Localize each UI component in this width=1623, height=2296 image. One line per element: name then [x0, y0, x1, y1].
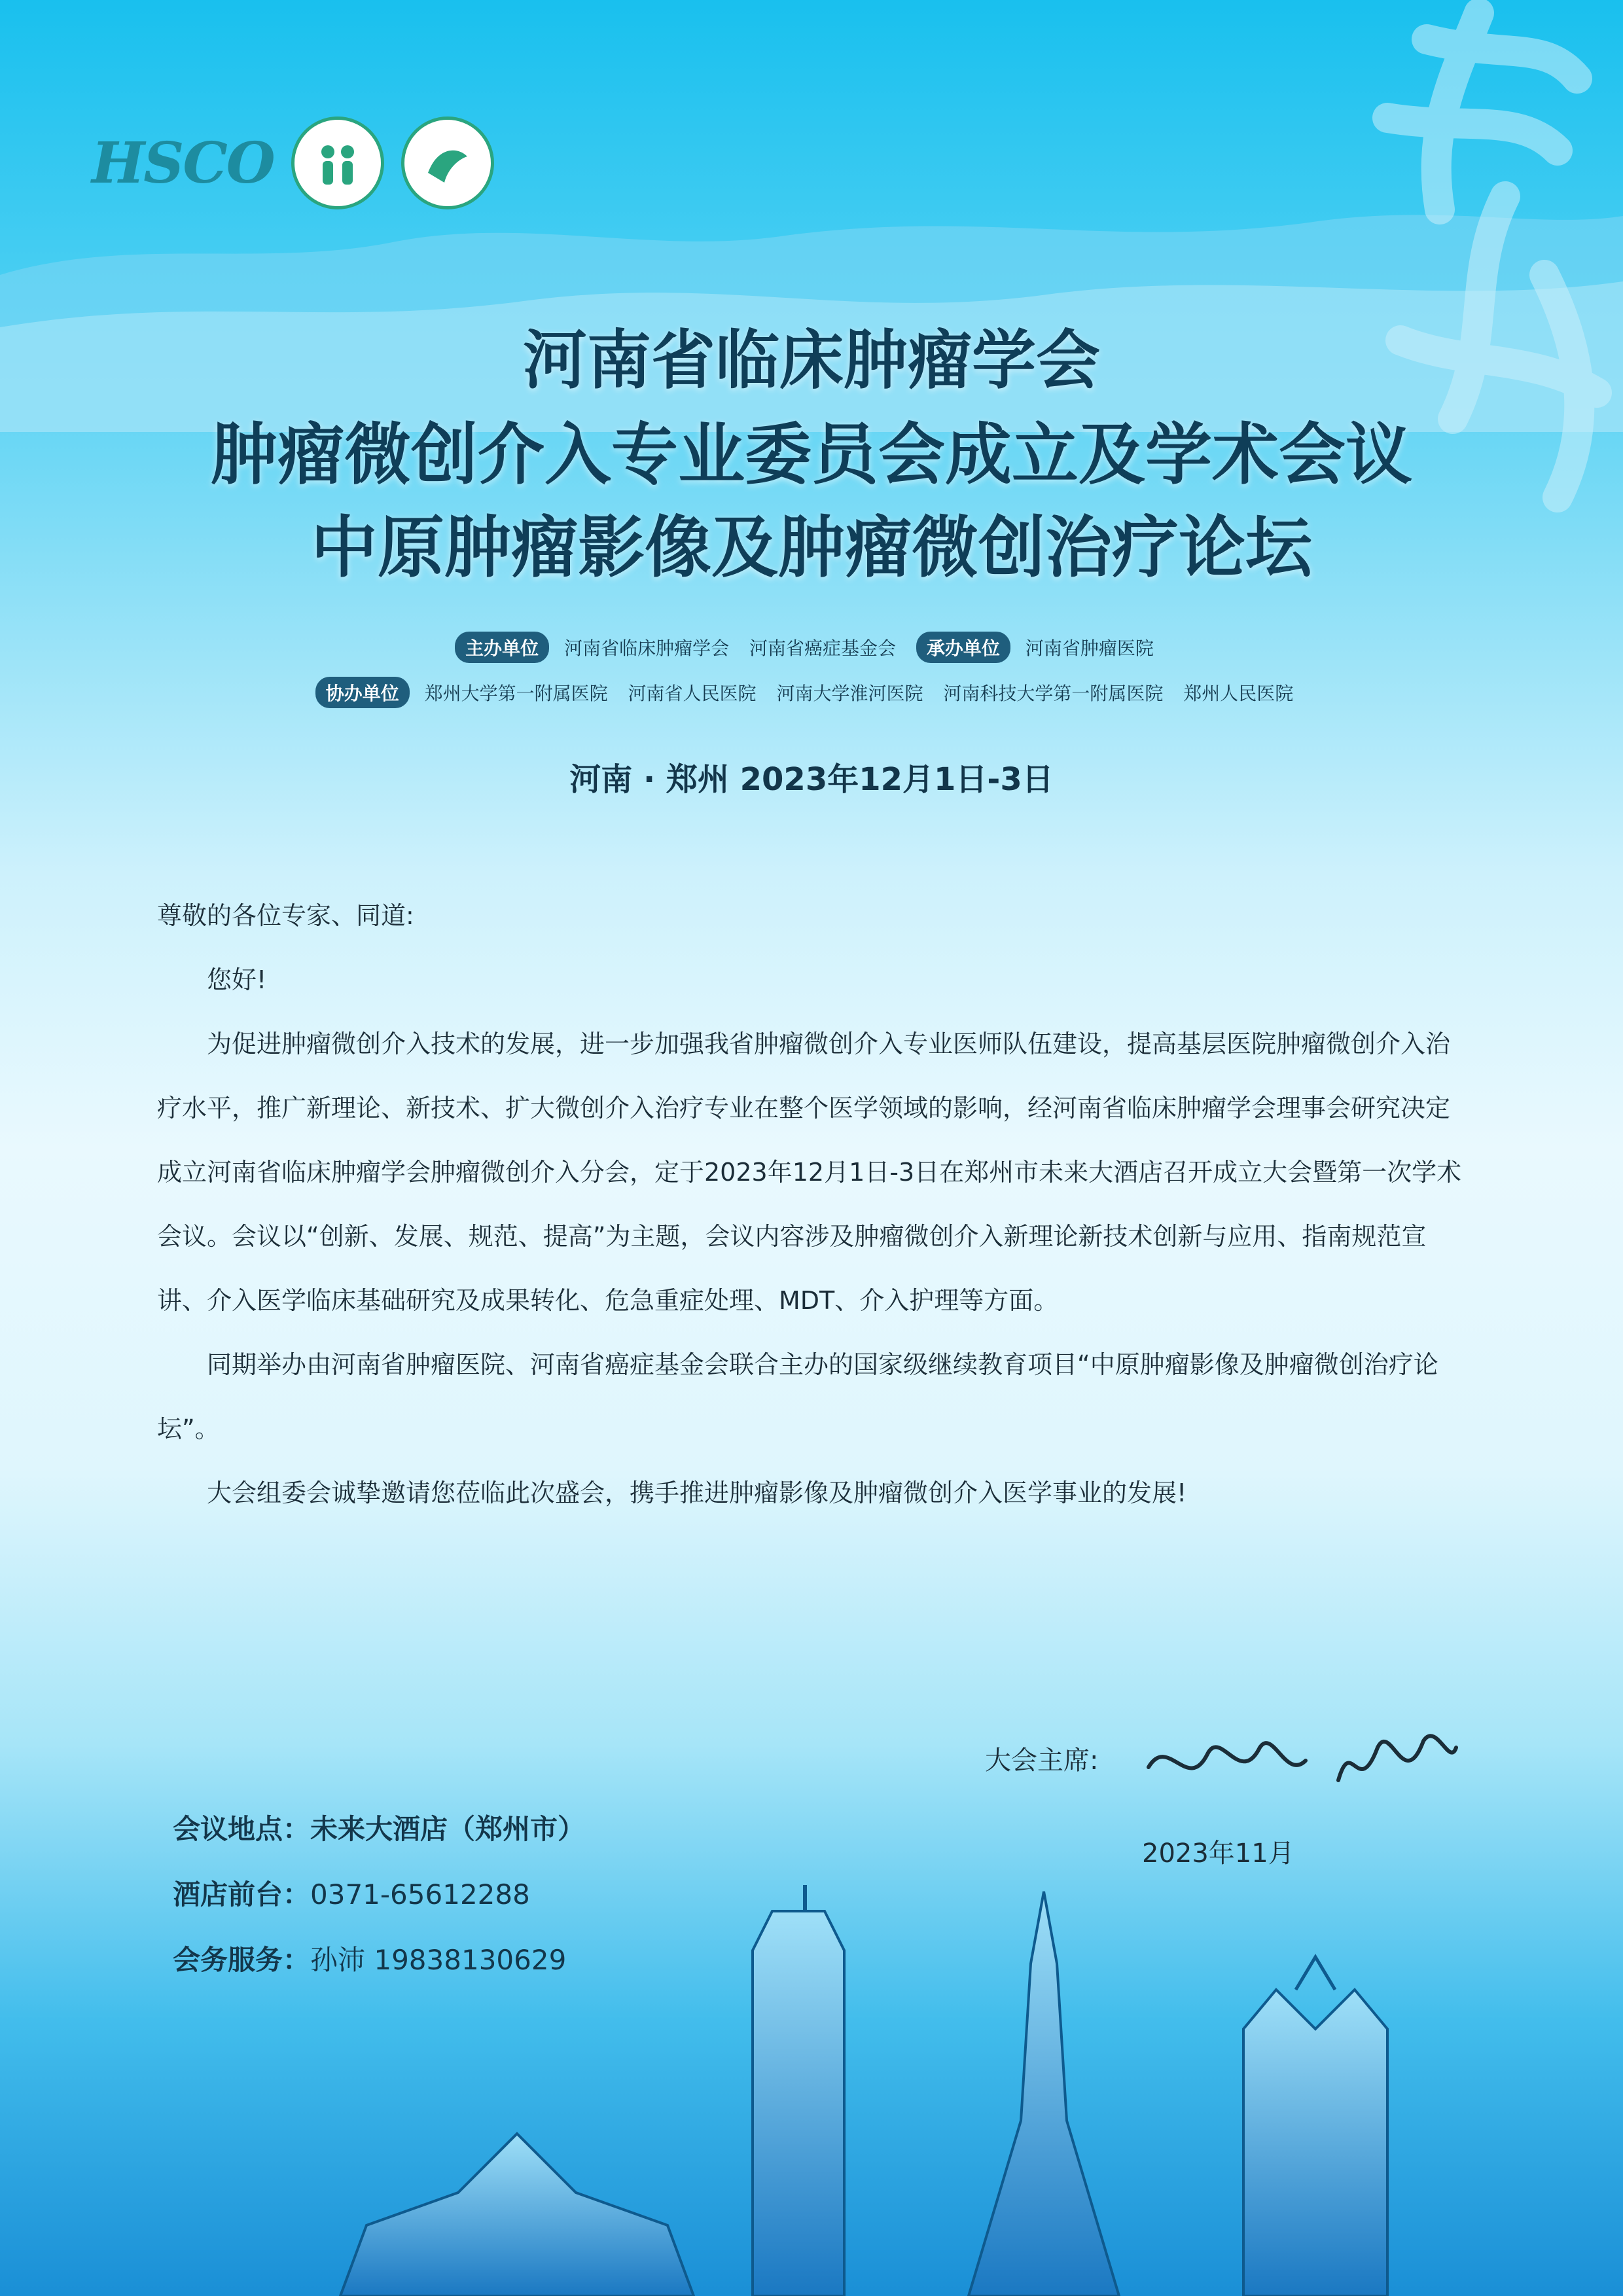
stadium-building	[340, 2134, 694, 2296]
co-organizers-row	[0, 677, 1623, 708]
co-organizer: 河南科技大学第一附属医院	[943, 683, 1164, 704]
phone-value: 0371-65612288	[310, 1878, 530, 1910]
letter-paragraph-3: 大会组委会诚挚邀请您莅临此次盛会，携手推进肿瘤影像及肿瘤微创介入医学事业的发展!	[207, 1479, 1187, 1507]
event-dateline: 河南 · 郑州 2023年12月1日-3日	[569, 761, 1054, 798]
service-label: 会务服务：	[173, 1944, 311, 1976]
undertaker-label: 承办单位	[916, 632, 1010, 663]
greeting: 您好!	[207, 965, 267, 994]
title-line-3: 中原肿瘤影像及肿瘤微创治疗论坛	[311, 509, 1312, 587]
co-organizer: 郑州大学第一附属医院	[424, 683, 608, 704]
title-line-2: 肿瘤微创介入专业委员会成立及学术会议	[211, 416, 1412, 494]
service-value: 孙沛 19838130629	[310, 1944, 567, 1976]
people-icon	[308, 134, 367, 192]
logo-row	[92, 117, 494, 209]
signature-date: 2023年11月	[1142, 1839, 1294, 1869]
invitation-letter	[157, 884, 1463, 1525]
hsco-logo: HSCO	[92, 130, 274, 196]
letter-paragraph-2: 同期举办由河南省肿瘤医院、河南省癌症基金会联合主办的国家级继续教育项目“中原肿瘤影像及肿瘤微创治疗论坛”。	[157, 1350, 1438, 1443]
co-organizer: 河南大学淮河医院	[776, 683, 923, 704]
twin-pagoda	[1243, 1990, 1387, 2296]
cancer-foundation-logo	[291, 117, 384, 209]
city-skyline	[0, 1885, 1623, 2296]
phone-label: 酒店前台：	[173, 1878, 311, 1910]
host-org: 河南省临床肿瘤学会	[564, 637, 730, 659]
host-organizers-row	[0, 632, 1623, 663]
host-label: 主办单位	[455, 632, 549, 663]
co-organizer: 河南省人民医院	[628, 683, 757, 704]
tv-tower	[969, 1892, 1119, 2296]
bird-icon	[418, 134, 477, 192]
venue-value: 未来大酒店（郑州市）	[310, 1813, 586, 1845]
chair-label: 大会主席:	[985, 1746, 1099, 1776]
letter-paragraph-1: 为促进肿瘤微创介入技术的发展，进一步加强我省肿瘤微创介入专业医师队伍建设，提高基层医院肿瘤微创介入治疗水平，推广新理论、新技术、扩大微创介入治疗专业在整个医学领域的影响，经河南省临床肿瘤学会理事会研究决定成立河南省临床肿瘤学会肿瘤微创介入分会，定于2023年12月1日-3日在郑州市未来大酒店召开成立大会暨第一次学术会议。会议以“创新、发展、规范、提高”为主题，会议内容涉及肿瘤微创介入新理论新技术创新与应用、指南规范宣讲、介入医学临床基础研究及成果转化、危急重症处理、MDT、介入护理等方面。	[157, 1030, 1462, 1315]
co-organizer-label: 协办单位	[315, 677, 410, 708]
salutation: 尊敬的各位专家、同道:	[157, 901, 414, 930]
co-organizer: 郑州人民医院	[1183, 683, 1294, 704]
venue-row	[173, 1808, 585, 1847]
title-line-1: 河南省临床肿瘤学会	[522, 323, 1100, 398]
undertaker-org: 河南省肿瘤医院	[1025, 637, 1154, 659]
corn-tower	[753, 1911, 844, 2296]
host-org: 河南省癌症基金会	[749, 637, 896, 659]
oncology-society-logo	[401, 117, 494, 209]
chair-signature	[1142, 1708, 1463, 1826]
venue-label: 会议地点：	[173, 1813, 311, 1845]
